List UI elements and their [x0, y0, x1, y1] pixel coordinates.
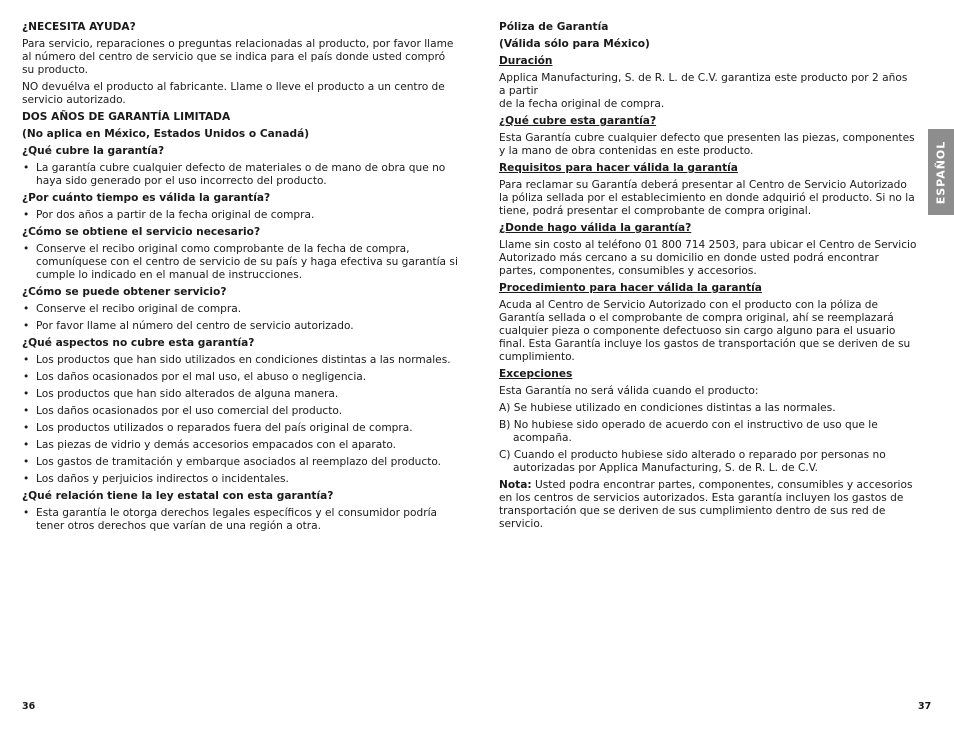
list-item — [22, 243, 460, 282]
policy-title: Póliza de Garantía — [499, 21, 609, 33]
list-item-text: Los daños y perjuicios indirectos o incidentales. — [36, 473, 289, 485]
policy-subtitle: (Válida sólo para México) — [499, 38, 650, 50]
list-item — [22, 209, 460, 222]
where-heading: ¿Donde hago válida la garantía? — [499, 222, 692, 234]
list-item — [22, 439, 460, 452]
note-label: Nota: — [499, 479, 532, 491]
page-number-right: 37 — [918, 701, 932, 712]
list-item-text: Conserve el recibo original como comprobante de la fecha de compra, comuníquese con el centro de servicio de su país y haga efectiva su garantía si cumple lo indicado en el manual de instrucciones. — [36, 243, 458, 281]
list-item-text: Esta garantía le otorga derechos legales específicos y el consumidor podría tener otros derechos que varían de una región a otra. — [36, 507, 438, 532]
help-paragraph: Para servicio, reparaciones o preguntas relacionadas al producto, por favor llame al número del centro de servicio que se indica para el país donde usted compró su producto. — [22, 38, 454, 76]
list-item — [22, 371, 460, 384]
bullet-icon: • — [23, 422, 30, 434]
list-item-text: Los productos que han sido utilizados en condiciones distintas a las normales. — [36, 354, 451, 366]
left-page-column — [22, 21, 460, 537]
list-item — [22, 162, 460, 188]
state-law-list — [22, 507, 460, 533]
list-item — [22, 473, 460, 486]
exceptions-heading: Excepciones — [499, 368, 573, 380]
list-item-text: Conserve el recibo original de compra. — [36, 303, 242, 315]
help-heading: ¿NECESITA AYUDA? — [22, 21, 136, 33]
covers-heading: ¿Qué cubre esta garantía? — [499, 115, 657, 127]
requirements-heading: Requisitos para hacer válida la garantía — [499, 162, 738, 174]
bullet-icon: • — [23, 303, 30, 315]
covers-paragraph: Esta Garantía cubre cualquier defecto que presenten las piezas, componentes y la mano de obra contenidas en este producto. — [499, 132, 915, 157]
list-item-text: Los productos que han sido alterados de alguna manera. — [36, 388, 339, 400]
warranty-subheading: (No aplica en México, Estados Unidos o Canadá) — [22, 128, 310, 140]
list-item — [22, 507, 460, 533]
right-page-column — [499, 21, 917, 535]
exception-c: C) Cuando el producto hubiese sido alterado o reparado por personas no autorizadas por Applica Manufacturing, S. de R. L. de C.V. — [499, 449, 886, 474]
bullet-icon: • — [23, 456, 30, 468]
language-tab-label: ESPAÑOL — [934, 140, 948, 204]
list-item-text: La garantía cubre cualquier defecto de materiales o de mano de obra que no haya sido generado por el uso incorrecto del producto. — [36, 162, 446, 187]
question-obtain-service: ¿Cómo se puede obtener servicio? — [22, 286, 227, 298]
list-item-text: Los gastos de tramitación y embarque asociados al reemplazo del producto. — [36, 456, 442, 468]
question-state-law: ¿Qué relación tiene la ley estatal con esta garantía? — [22, 490, 334, 502]
list-item — [22, 303, 460, 316]
note-text: Usted podra encontrar partes, componentes, consumibles y accesorios en los centros de servicios autorizados. Esta garantía incluyen los gastos de transportación que se deriven de sus cumplimiento dentro de sus red de servicio. — [499, 479, 913, 530]
list-item-text: Por favor llame al número del centro de servicio autorizado. — [36, 320, 354, 332]
bullet-icon: • — [23, 354, 30, 366]
bullet-icon: • — [23, 439, 30, 451]
page-number-left: 36 — [22, 701, 36, 712]
requirements-paragraph: Para reclamar su Garantía deberá presentar al Centro de Servicio Autorizado la póliza sellada por el establecimiento en donde adquirió el producto. Si no la tiene, podrá presentar el comprobante de compra original. — [499, 179, 915, 217]
list-item-text: Las piezas de vidrio y demás accesorios empacados con el aparato. — [36, 439, 397, 451]
bullet-icon: • — [23, 162, 30, 174]
service-needed-list — [22, 243, 460, 282]
bullet-icon: • — [23, 320, 30, 332]
duration-line-2: de la fecha original de compra. — [499, 98, 665, 110]
list-item-text: Por dos años a partir de la fecha original de compra. — [36, 209, 315, 221]
duration-line-1: Applica Manufacturing, S. de R. L. de C.V. garantiza este producto por 2 años a partir — [499, 72, 908, 97]
duration-paragraph — [499, 72, 917, 111]
warranty-heading: DOS AÑOS DE GARANTÍA LIMITADA — [22, 111, 231, 123]
list-item — [22, 320, 460, 333]
bullet-icon: • — [23, 405, 30, 417]
exceptions-intro: Esta Garantía no será válida cuando el producto: — [499, 385, 759, 397]
bullet-icon: • — [23, 209, 30, 221]
question-service-needed: ¿Cómo se obtiene el servicio necesario? — [22, 226, 261, 238]
exception-a: A) Se hubiese utilizado en condiciones distintas a las normales. — [499, 402, 836, 414]
bullet-icon: • — [23, 388, 30, 400]
procedure-heading: Procedimiento para hacer válida la garantía — [499, 282, 762, 294]
help-paragraph-2: NO devuélva el producto al fabricante. Llame o lleve el producto a un centro de servicio autorizado. — [22, 81, 445, 106]
list-item-text: Los productos utilizados o reparados fuera del país original de compra. — [36, 422, 413, 434]
question-not-covered: ¿Qué aspectos no cubre esta garantía? — [22, 337, 255, 349]
list-item — [22, 405, 460, 418]
bullet-icon: • — [23, 507, 30, 519]
duration-heading: Duración — [499, 55, 553, 67]
bullet-icon: • — [23, 473, 30, 485]
bullet-icon: • — [23, 243, 30, 255]
list-item-text: Los daños ocasionados por el uso comercial del producto. — [36, 405, 343, 417]
list-item — [22, 422, 460, 435]
bullet-icon: • — [23, 371, 30, 383]
question-coverage: ¿Qué cubre la garantía? — [22, 145, 165, 157]
list-item — [22, 388, 460, 401]
coverage-list — [22, 162, 460, 188]
language-tab — [928, 129, 954, 215]
list-item — [22, 354, 460, 367]
list-item — [22, 456, 460, 469]
not-covered-list — [22, 354, 460, 486]
obtain-service-list — [22, 303, 460, 333]
procedure-paragraph: Acuda al Centro de Servicio Autorizado con el producto con la póliza de Garantía sellada o el comprobante de compra original, ahí se reemplazará cualquier pieza o componente defectuoso sin cargo alguno para el usuario final. Esta Garantía incluye los gastos de transportación que se deriven de su cumplimiento. — [499, 299, 911, 363]
note-paragraph — [499, 479, 917, 531]
duration-list — [22, 209, 460, 222]
list-item-text: Los daños ocasionados por el mal uso, el abuso o negligencia. — [36, 371, 367, 383]
exception-b: B) No hubiese sido operado de acuerdo con el instructivo de uso que le acompaña. — [499, 419, 878, 444]
question-duration: ¿Por cuánto tiempo es válida la garantía? — [22, 192, 271, 204]
where-paragraph: Llame sin costo al teléfono 01 800 714 2503, para ubicar el Centro de Servicio Autorizado más cercano a su domicilio en donde usted podrá encontrar partes, componentes, consumibles y accesorios. — [499, 239, 917, 277]
